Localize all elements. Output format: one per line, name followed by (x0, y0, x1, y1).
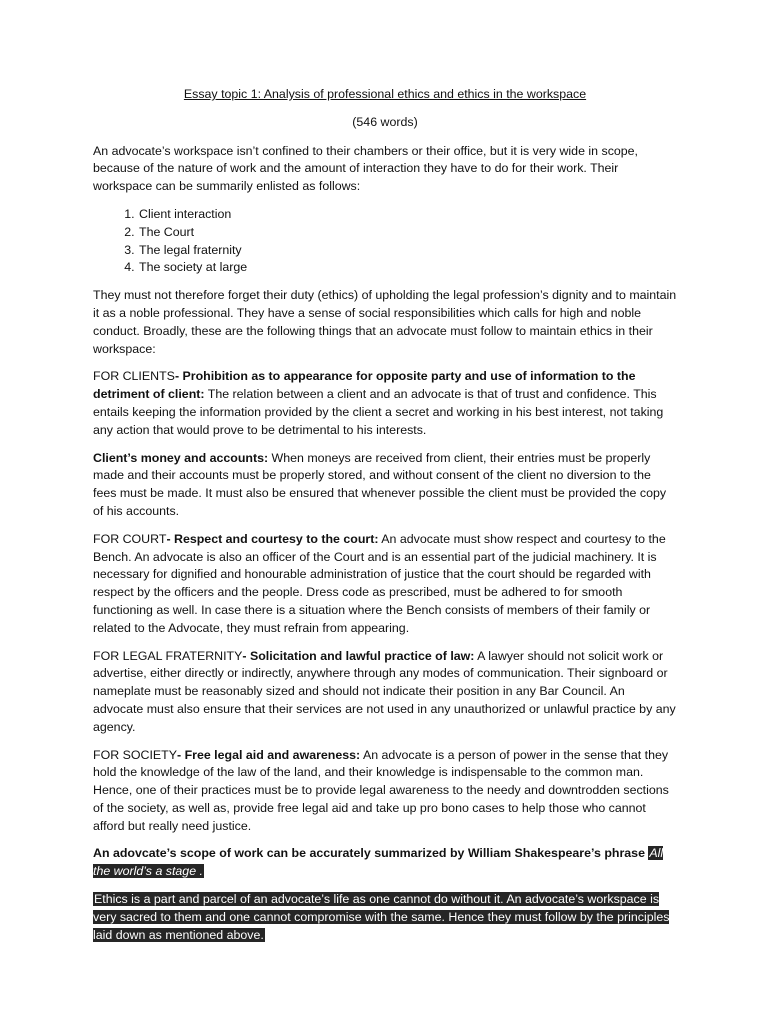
conclusion-text: Ethics is a part and parcel of an advocate’s life as one cannot do without it. An advocate’s workspace is very sacred to them and one cannot compromise with the same. Hence they must follow by the principles laid down as mentioned above. (93, 892, 670, 942)
word-count: (546 words) (352, 114, 418, 129)
workspace-list (93, 206, 677, 277)
money-paragraph (93, 450, 677, 521)
clients-paragraph (93, 368, 677, 439)
court-heading: - Respect and courtesy to the court: (166, 531, 379, 546)
shakespeare-quote: All the world’s a stage . (93, 846, 664, 879)
fraternity-heading: - Solicitation and lawful practice of law: (242, 648, 475, 663)
society-heading: - Free legal aid and awareness: (177, 747, 361, 762)
court-body: An advocate must show respect and courtesy to the Bench. An advocate is also an officer of the Court and is an essential part of the judicial machinery. It is necessary for dignified and honourable administration of justice that the court should be regarded with respect by the officers and the people. Dress code as prescribed, must be adhered to for smooth functioning as well. In case there is a situation where the Bench consists of members of their family or related to the Advocate, they must refrain from appearing. (93, 531, 666, 635)
list-item: 1. Client interaction (138, 206, 677, 224)
society-paragraph (93, 747, 677, 836)
money-body: When moneys are received from client, their entries must be properly made and their accounts must be properly stored, and without consent of the client no diversion to the fees must be made. It must also be ensured that whenever possible the client must be provided the copy of his accounts. (93, 450, 667, 518)
list-item: 3. The legal fraternity (138, 242, 677, 260)
intro-paragraph: An advocate’s workspace isn’t confined to their chambers or their office, but it is very wide in scope, because of the nature of work and the amount of interaction they have to do for their work. Their workspace can be summarily enlisted as follows: (93, 143, 639, 194)
document-page (93, 86, 677, 954)
fraternity-body: A lawyer should not solicit work or advertise, either directly or indirectly, anywhere through any modes of communication. Their signboard or nameplate must be reasonably sized and should not indicate their position in any Bar Council. An advocate must also ensure that their services are not used in any unauthorized or unlawful practice by any agency. (93, 648, 676, 734)
court-lead: FOR COURT (93, 531, 167, 546)
scope-paragraph (93, 845, 677, 881)
clients-lead: FOR CLIENTS (93, 369, 175, 384)
essay-title: Essay topic 1: Analysis of professional ethics and ethics in the workspace (183, 87, 587, 101)
society-lead: FOR SOCIETY (93, 747, 177, 762)
court-paragraph (93, 531, 677, 638)
conclusion-paragraph (93, 891, 677, 944)
clients-heading: - Prohibition as to appearance for opposite party and use of information to the detriment of client: (93, 369, 636, 402)
fraternity-lead: FOR LEGAL FRATERNITY (93, 648, 243, 663)
list-item: 4. The society at large (138, 259, 677, 277)
list-item: 2. The Court (138, 224, 677, 242)
duty-paragraph: They must not therefore forget their duty (ethics) of upholding the legal profession’s dignity and to maintain it as a noble professional. They have a sense of social responsibilities which calls for high and noble conduct. Broadly, these are the following things that an advocate must follow to maintain ethics in their workspace: (93, 288, 677, 356)
clients-body: The relation between a client and an advocate is that of trust and confidence. This entails keeping the information provided by the client a secret and working in his best interest, not taking any action that would prove to be detrimental to his interests. (93, 387, 664, 437)
money-heading: Client’s money and accounts: (93, 450, 269, 465)
society-body: An advocate is a person of power in the sense that they hold the knowledge of the law of the land, and their knowledge is indispensable to the common man. Hence, one of their practices must be to provide legal awareness to the needy and downtrodden sections of the society, as well as, provide free legal aid and take up pro bono cases to help those who cannot afford but really need justice. (93, 747, 669, 833)
scope-text: An adovcate’s scope of work can be accurately summarized by William Shakespeare’s phrase (93, 846, 649, 861)
fraternity-paragraph (93, 648, 677, 737)
